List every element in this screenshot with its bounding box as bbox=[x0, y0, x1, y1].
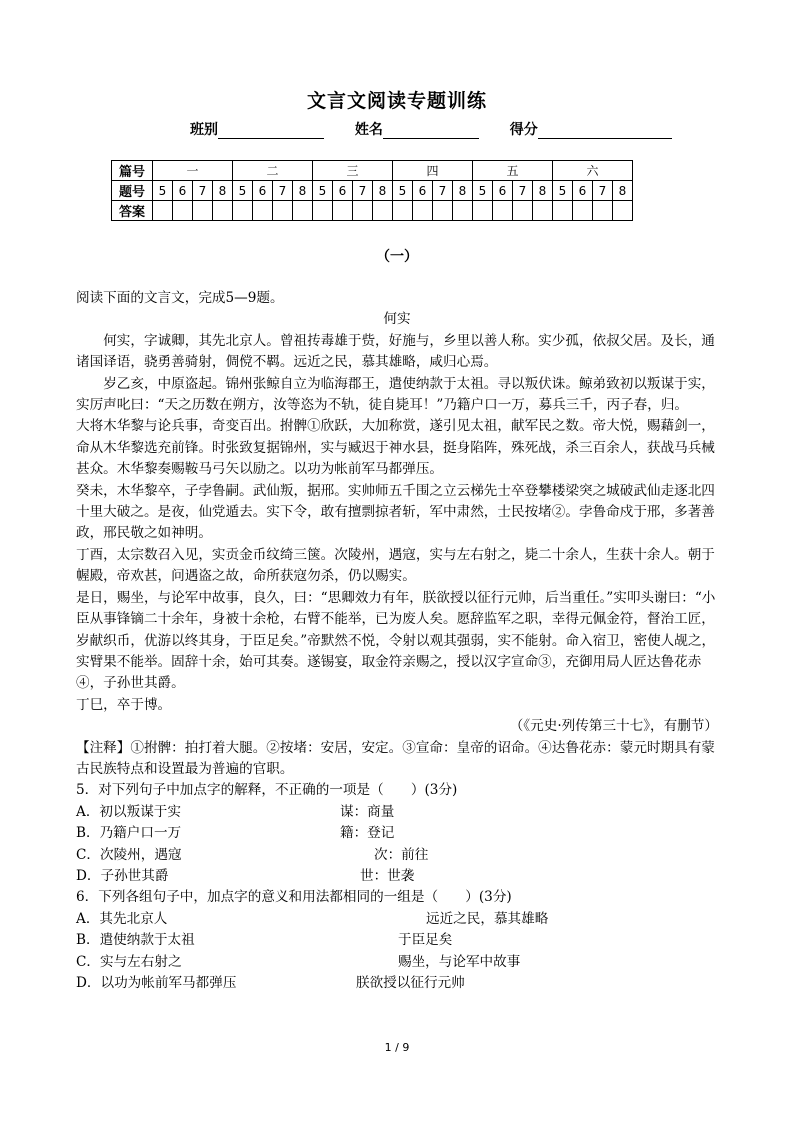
option-compare: 于臣足矣 bbox=[398, 932, 453, 949]
question-number: 6 bbox=[333, 181, 353, 201]
passage-paragraph: 丁酉，太宗数召入见，实贡金币纹绮三箧。次陵州，遇寇，实与左右射之，毙二十余人，生获十余人。朝于幄殿，帝欢甚，问遇盗之故，命所获寇勿杀，仍以赐实。 bbox=[76, 546, 715, 585]
answer-cell[interactable] bbox=[213, 201, 233, 221]
option-text: B．乃籍户口一万 bbox=[76, 825, 182, 842]
reading-body bbox=[76, 288, 718, 994]
question-number: 8 bbox=[293, 181, 313, 201]
option-text: D．子孙世其爵 bbox=[76, 867, 169, 884]
option-gloss: 世：世袭 bbox=[360, 867, 415, 884]
question-5-stem: 5．对下列句子中加点字的解释，不正确的一项是（ ）(3分) bbox=[76, 782, 458, 799]
answer-cell[interactable] bbox=[253, 201, 273, 221]
question-number: 7 bbox=[273, 181, 293, 201]
question-number: 6 bbox=[173, 181, 193, 201]
question-number: 7 bbox=[593, 181, 613, 201]
option-gloss: 次：前往 bbox=[374, 846, 429, 863]
answer-cell[interactable] bbox=[193, 201, 213, 221]
answer-cell[interactable] bbox=[233, 201, 253, 221]
class-blank bbox=[218, 124, 324, 139]
passage-paragraph: 丁巳，卒于博。 bbox=[76, 696, 172, 713]
question-number: 6 bbox=[253, 181, 273, 201]
option-text: A．初以叛谋于实 bbox=[76, 803, 181, 820]
question-number: 8 bbox=[213, 181, 233, 201]
option-c[interactable] bbox=[76, 952, 718, 973]
answer-cell[interactable] bbox=[613, 201, 633, 221]
option-d[interactable] bbox=[76, 866, 718, 887]
option-c[interactable] bbox=[76, 845, 718, 866]
question-number: 8 bbox=[533, 181, 553, 201]
row-label: 篇号 bbox=[112, 161, 153, 181]
option-text: A．其先北京人 bbox=[76, 910, 168, 927]
group-header: 四 bbox=[393, 161, 473, 181]
answer-cell[interactable] bbox=[353, 201, 373, 221]
option-compare: 赐坐，与论军中故事 bbox=[398, 953, 521, 970]
question-number: 8 bbox=[373, 181, 393, 201]
score-label: 得分 bbox=[509, 122, 538, 138]
passage-paragraph: 大将木华黎与论兵事，奇变百出。拊髀①欣跃，大加称赏，遂引见太祖，献军民之数。帝大悦，赐藉剑一，命从木华黎选充前锋。时张致复据锦州，实与臧迟于神水县，挺身陷阵，殊死战，杀三百余人，获战马兵械甚众。木华黎奏赐鞍马弓矢以励之。以功为帐前军马都弹压。 bbox=[76, 418, 715, 478]
answer-cell[interactable] bbox=[473, 201, 493, 221]
page-title: 文言文阅读专题训练 bbox=[306, 90, 487, 112]
question-6-stem: 6．下列各组句子中，加点字的意义和用法都相同的一组是（ ）(3分) bbox=[76, 889, 512, 906]
answer-cell[interactable] bbox=[433, 201, 453, 221]
answer-cell[interactable] bbox=[153, 201, 173, 221]
answer-cell[interactable] bbox=[513, 201, 533, 221]
group-header: 六 bbox=[553, 161, 633, 181]
option-gloss: 谋：商量 bbox=[340, 803, 395, 820]
answer-cell[interactable] bbox=[313, 201, 333, 221]
name-blank bbox=[383, 124, 479, 139]
option-a[interactable] bbox=[76, 909, 718, 930]
option-a[interactable] bbox=[76, 802, 718, 823]
passage-paragraph: 岁乙亥，中原盗起。锦州张鲸自立为临海郡王，遣使纳款于太祖。寻以叛伏诛。鲸弟致初以叛谋于实，实厉声叱曰：“天之历数在朔方，汝等恣为不轨，徒自毙耳！”乃籍户口一万，募兵三千，丙子春，归。 bbox=[76, 375, 715, 414]
option-b[interactable] bbox=[76, 823, 718, 844]
passage-paragraph: 是日，赐坐，与论军中故事，良久，曰：“思卿效力有年，朕欲授以征行元帅，后当重任。”实叩头谢曰：“小臣从事锋镝二十余年，身被十余枪，右臂不能举，已为废人矣。愿辞监军之职，幸得元佩金符，督治工匠，岁献织币，优游以终其身，于臣足矣。”帝默然不悦，令射以观其强弱，实不能射。命入宿卫，密使人觇之，实臂果不能举。固辞十余，始可其奏。遂锡宴，取金符亲赐之，授以汉字宣命③，充御用局人匠达鲁花赤④，子孙世其爵。 bbox=[76, 589, 716, 692]
table-row-answers bbox=[112, 201, 633, 221]
answer-cell[interactable] bbox=[553, 201, 573, 221]
score-blank bbox=[538, 124, 672, 139]
option-text: C．次陵州，遇寇 bbox=[76, 846, 182, 863]
group-header: 三 bbox=[313, 161, 393, 181]
section-heading: （一） bbox=[376, 249, 418, 265]
answer-cell[interactable] bbox=[493, 201, 513, 221]
question-number: 6 bbox=[573, 181, 593, 201]
class-label: 班别 bbox=[190, 122, 218, 138]
answer-cell[interactable] bbox=[573, 201, 593, 221]
option-text: C．实与左右射之 bbox=[76, 953, 182, 970]
question-number: 5 bbox=[153, 181, 173, 201]
group-header: 一 bbox=[153, 161, 233, 181]
source-citation: （《元史·列传第三十七》，有删节） bbox=[509, 718, 718, 735]
option-d[interactable] bbox=[76, 973, 718, 994]
question-number: 5 bbox=[553, 181, 573, 201]
group-header: 五 bbox=[473, 161, 553, 181]
answer-cell[interactable] bbox=[533, 201, 553, 221]
option-b[interactable] bbox=[76, 930, 718, 951]
answer-cell[interactable] bbox=[173, 201, 193, 221]
row-label: 答案 bbox=[112, 201, 153, 221]
option-text: D．以功为帐前军马都弹压 bbox=[76, 975, 237, 991]
question-number: 7 bbox=[353, 181, 373, 201]
answer-cell[interactable] bbox=[293, 201, 313, 221]
answer-cell[interactable] bbox=[393, 201, 413, 221]
question-number: 5 bbox=[313, 181, 333, 201]
passage-paragraph: 何实，字诚卿，其先北京人。曾祖抟毒雄于赀，好施与，乡里以善人称。实少孤，依叔父居。及长，通诸国译语，骁勇善骑射，倜傥不羁。远近之民，慕其雄略，咸归心焉。 bbox=[76, 332, 715, 371]
question-number: 5 bbox=[233, 181, 253, 201]
table-row-groups bbox=[112, 161, 633, 181]
passage-paragraph: 癸未，木华黎卒，子孛鲁嗣。武仙叛，据邢。实帅师五千围之立云梯先士卒登攀楼梁突之城破武仙走逐北四十里大破之。是夜，仙党遁去。实下令，敢有擅剽掠者斩，军中肃然，士民按堵②。孛鲁命戍于邢，多著善政，邢民敬之如神明。 bbox=[76, 482, 715, 542]
group-header: 二 bbox=[233, 161, 313, 181]
passage-title: 何实 bbox=[383, 311, 411, 328]
table-row-question-numbers bbox=[112, 181, 633, 201]
question-number: 5 bbox=[393, 181, 413, 201]
question-number: 8 bbox=[453, 181, 473, 201]
question-number: 6 bbox=[413, 181, 433, 201]
question-number: 8 bbox=[613, 181, 633, 201]
answer-cell[interactable] bbox=[453, 201, 473, 221]
row-label: 题号 bbox=[112, 181, 153, 201]
instruction: 阅读下面的文言文，完成5—9题。 bbox=[76, 290, 284, 306]
answer-cell[interactable] bbox=[273, 201, 293, 221]
answer-cell[interactable] bbox=[593, 201, 613, 221]
option-compare: 朕欲授以征行元帅 bbox=[356, 975, 465, 991]
student-info-line bbox=[190, 119, 672, 139]
answer-cell[interactable] bbox=[373, 201, 393, 221]
answer-table bbox=[111, 160, 633, 221]
page-number: 1 / 9 bbox=[384, 1041, 410, 1054]
name-label: 姓名 bbox=[354, 122, 383, 138]
question-number: 7 bbox=[513, 181, 533, 201]
answer-cell[interactable] bbox=[413, 201, 433, 221]
answer-cell[interactable] bbox=[333, 201, 353, 221]
option-gloss: 籍：登记 bbox=[340, 825, 395, 842]
question-number: 5 bbox=[473, 181, 493, 201]
option-compare: 远近之民，慕其雄略 bbox=[426, 910, 549, 927]
question-number: 7 bbox=[193, 181, 213, 201]
question-number: 6 bbox=[493, 181, 513, 201]
question-number: 7 bbox=[433, 181, 453, 201]
annotations: 【注释】①拊髀：拍打着大腿。②按堵：安居，安定。③宣命：皇帝的诏命。④达鲁花赤：蒙元时期具有蒙古民族特点和设置最为普遍的官职。 bbox=[76, 739, 715, 777]
option-text: B．遣使纳款于太祖 bbox=[76, 932, 195, 949]
